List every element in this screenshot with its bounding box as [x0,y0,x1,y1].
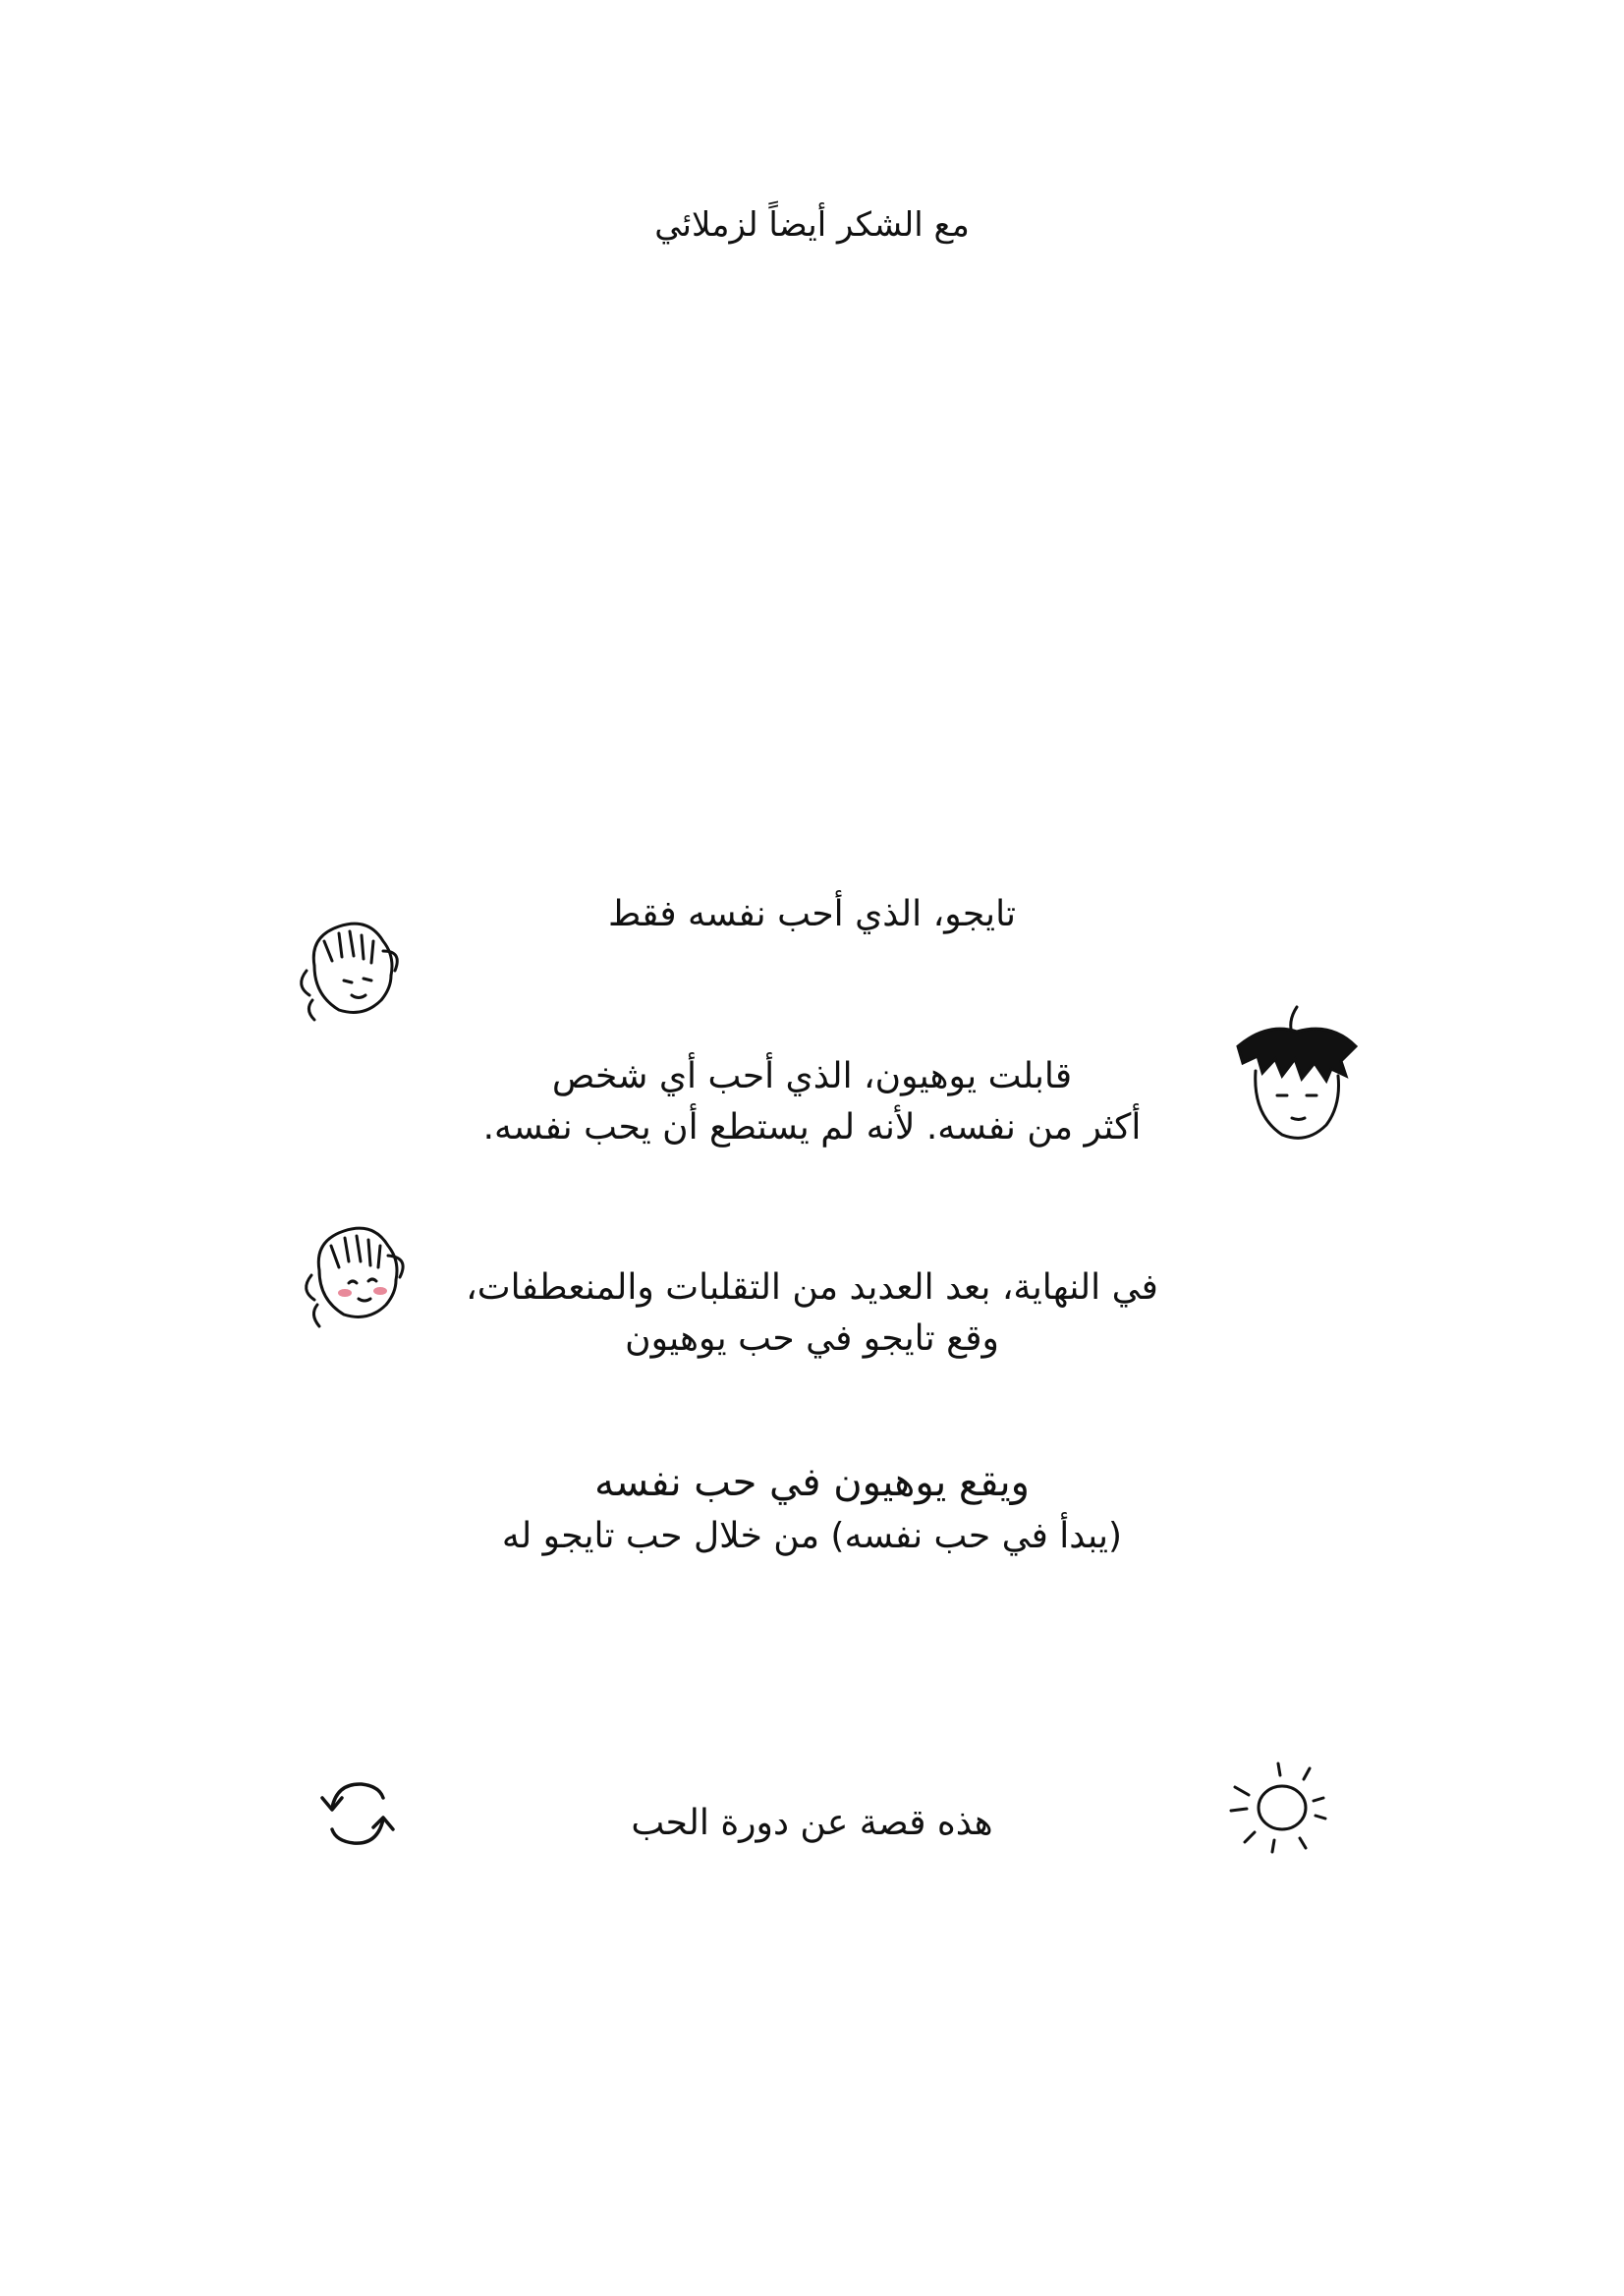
ending-paragraph [0,1262,1624,1365]
yohun-paragraph [0,1051,1624,1153]
ending-line-2: وقع تايجو في حب يوهيون [625,1318,999,1360]
self-love-line-2: (يبدأ في حب نفسه) من خلال حب تايجو له [501,1516,1123,1556]
ending-line-1: في النهاية، بعد العديد من التقلبات والمنعطفات، [466,1267,1158,1308]
self-love-line-1: ويقع يوهيون في حب نفسه [594,1460,1030,1505]
taiju-line: تايجو، الذي أحب نفسه فقط [607,894,1017,934]
cycle-line: هذه قصة عن دورة الحب [631,1803,993,1843]
acknowledgement-text: مع الشكر أيضاً لزملائي [654,205,970,245]
self-love-paragraph [0,1454,1624,1562]
yohun-line-1: قابلت يوهيون، الذي أحب أي شخص [551,1056,1073,1096]
sun-icon [1223,1754,1341,1862]
yohun-line-2: أكثر من نفسه. لأنه لم يستطع أن يحب نفسه. [482,1107,1142,1148]
